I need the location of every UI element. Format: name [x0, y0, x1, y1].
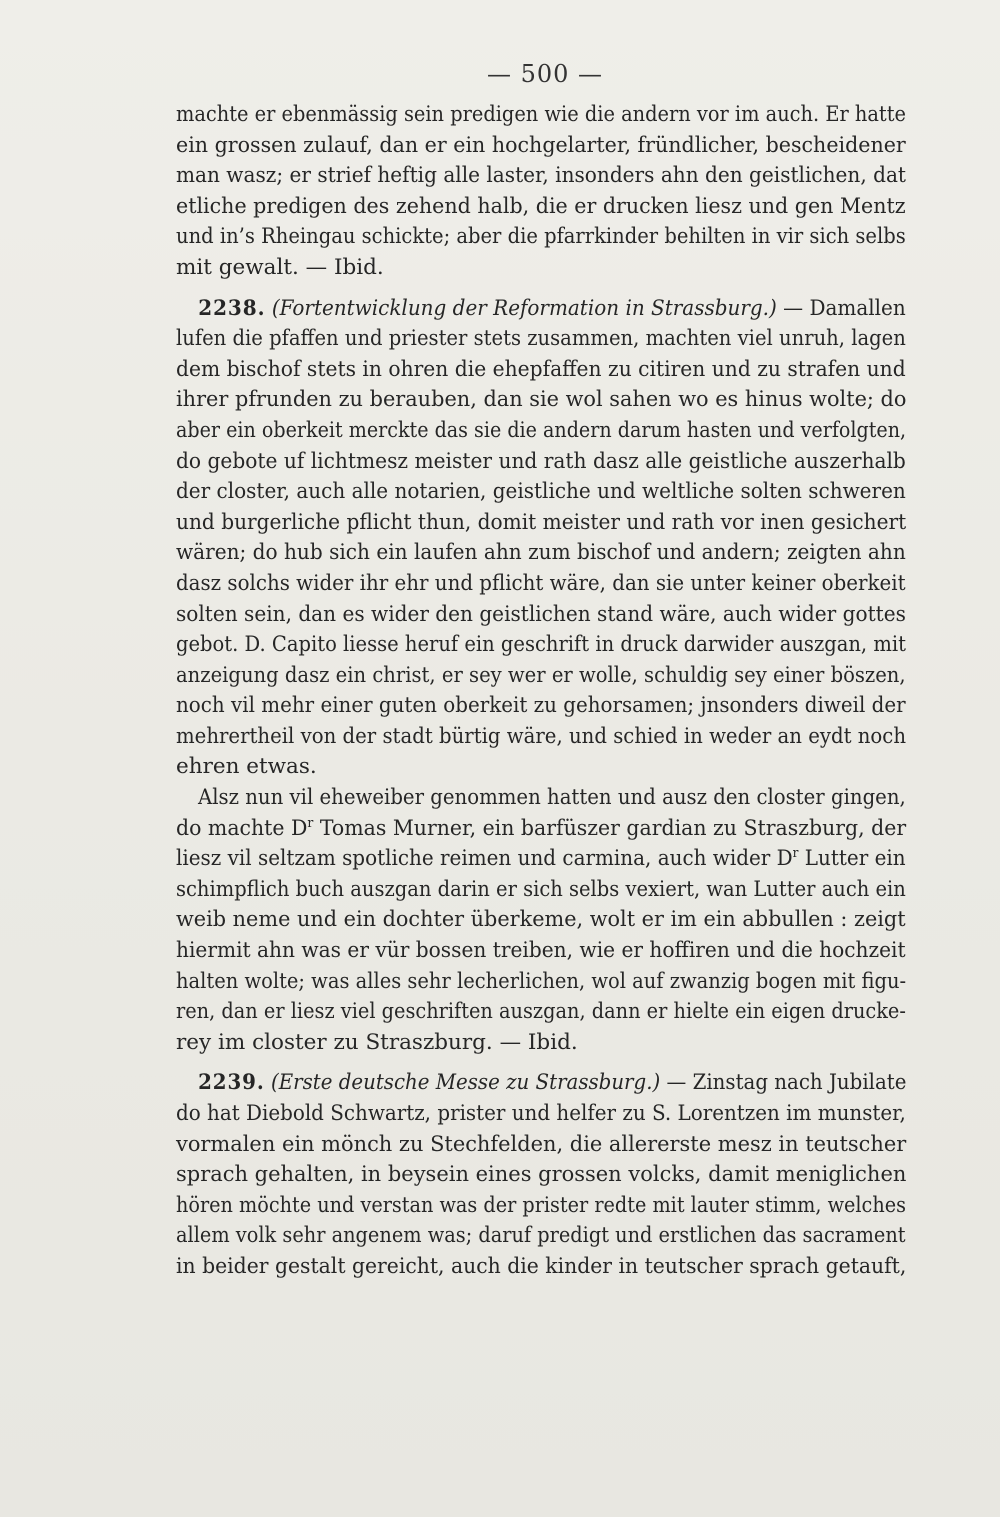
text-line: in beider gestalt gereicht, auch die kinder in teutscher sprach getauft, [176, 1253, 907, 1279]
text-line: der closter, auch alle notarien, geistliche und weltliche solten schweren [176, 479, 906, 505]
paragraph-murner [176, 783, 906, 1058]
text-line: ihrer pfrunden zu berauben, dan sie wol sahen wo es hinus wolte; do [176, 387, 907, 413]
text-line: weib neme und ein dochter überkeme, wolt er im ein abbullen : zeigt [176, 907, 906, 933]
text-line: solten sein, dan es wider den geistlichen stand wäre, auch wider gottes [176, 601, 906, 627]
entry-2239 [176, 1068, 906, 1282]
text-line: aber ein oberkeit merckte das sie die andern darum hasten und verfolgten, [176, 417, 907, 443]
text-line: hören möchte und verstan was der prister redte mit lauter stimm, welches [176, 1192, 906, 1218]
text-line: do machte $D^r$ Tomas Murner, ein barfüszer gardian zu Straszburg, der [176, 815, 907, 841]
entry-heading-line [176, 294, 906, 325]
text-line: hiermit ahn was er vür bossen treiben, wie er hoffiren und die hochzeit [176, 938, 906, 964]
text-line: ren, dan er liesz viel geschriften auszgan, dann er hielte ein eigen drucke- [176, 999, 906, 1025]
text-line: und in’s Rheingau schickte; aber die pfarrkinder behilten in vir sich selbs [176, 224, 906, 250]
text-line: machte er ebenmässig sein predigen wie die andern vor im auch. Er hatte [176, 102, 906, 127]
text-block [176, 100, 906, 1283]
entry-first-line-text: — Zinstag nach Jubilate [666, 1070, 907, 1096]
text-line: und burgerliche pflicht thun, domit meister und rath vor inen gesichert [176, 509, 907, 535]
entry-number: 2239. [198, 1070, 265, 1096]
entry-number: 2238. [198, 295, 266, 321]
text-line: wären; do hub sich ein laufen ahn zum bischof und andern; zeigten ahn [176, 540, 906, 566]
text-line: vormalen ein mönch zu Stechfelden, die allererste mesz in teutscher [176, 1131, 907, 1157]
text-line: dem bischof stets in ohren die ehepfaffen zu citiren und zu strafen und [176, 356, 906, 382]
text-line: rey im closter zu Straszburg. — Ibid. [176, 1029, 578, 1055]
entry-2238 [176, 294, 906, 784]
entry-first-line-text: — Damallen [783, 295, 906, 321]
text-line: dasz solchs wider ihr ehr und pflicht wäre, dan sie unter keiner oberkeit [176, 570, 906, 596]
text-line: etliche predigen des zehend halb, die er drucken liesz und gen Mentz [176, 193, 906, 219]
text-line: halten wolte; was alles sehr lecherlichen, wol auf zwanzig bogen mit figu- [176, 968, 907, 994]
text-line: ehren etwas. [176, 754, 317, 780]
text-line: liesz vil seltzam spotliche reimen und carmina, auch wider $D^r$ Lutter ein [176, 846, 906, 872]
entry-title: (Erste deutsche Messe zu Strassburg.) [270, 1070, 661, 1096]
text-line: mit gewalt. — Ibid. [176, 254, 384, 280]
page-number: — 500 — [486, 60, 604, 88]
text-line: ein grossen zulauf, dan er ein hochgelarter, fründlicher, bescheidener [176, 132, 906, 158]
text-line: man wasz; er strief heftig alle laster, insonders ahn den geistlichen, dat [176, 163, 906, 189]
text-line: do gebote uf lichtmesz meister und rath dasz alle geistliche auszerhalb [176, 448, 906, 474]
entry-title: (Fortentwicklung der Reformation in Strassburg.) [271, 295, 777, 321]
text-line: Alsz nun vil eheweiber genommen hatten und ausz den closter gingen, [197, 785, 906, 811]
text-line: anzeigung dasz ein christ, er sey wer er wolle, schuldig sey einer böszen, [176, 662, 906, 688]
text-line: allem volk sehr angenem was; daruf predigt und erstlichen das sacrament [176, 1223, 906, 1249]
entry-heading-line [176, 1068, 907, 1099]
paragraph-continuation [176, 100, 906, 284]
text-line: sprach gehalten, in beysein eines grossen volcks, damit meniglichen [176, 1162, 907, 1188]
text-line: lufen die pfaffen und priester stets zusammen, machten viel unruh, lagen [176, 326, 906, 352]
text-line: do hat Diebold Schwartz, prister und helfer zu S. Lorentzen im munster, [176, 1101, 906, 1126]
text-line: schimpflich buch auszgan darin er sich selbs vexiert, wan Lutter auch ein [176, 876, 906, 902]
text-line: mehrertheil von der stadt bürtig wäre, und schied in weder an eydt noch [176, 723, 907, 749]
text-line: noch vil mehr einer guten oberkeit zu gehorsamen; jnsonders diweil der [176, 693, 906, 719]
text-line: gebot. D. Capito liesse heruf ein geschrift in druck darwider auszgan, mit [176, 632, 906, 658]
